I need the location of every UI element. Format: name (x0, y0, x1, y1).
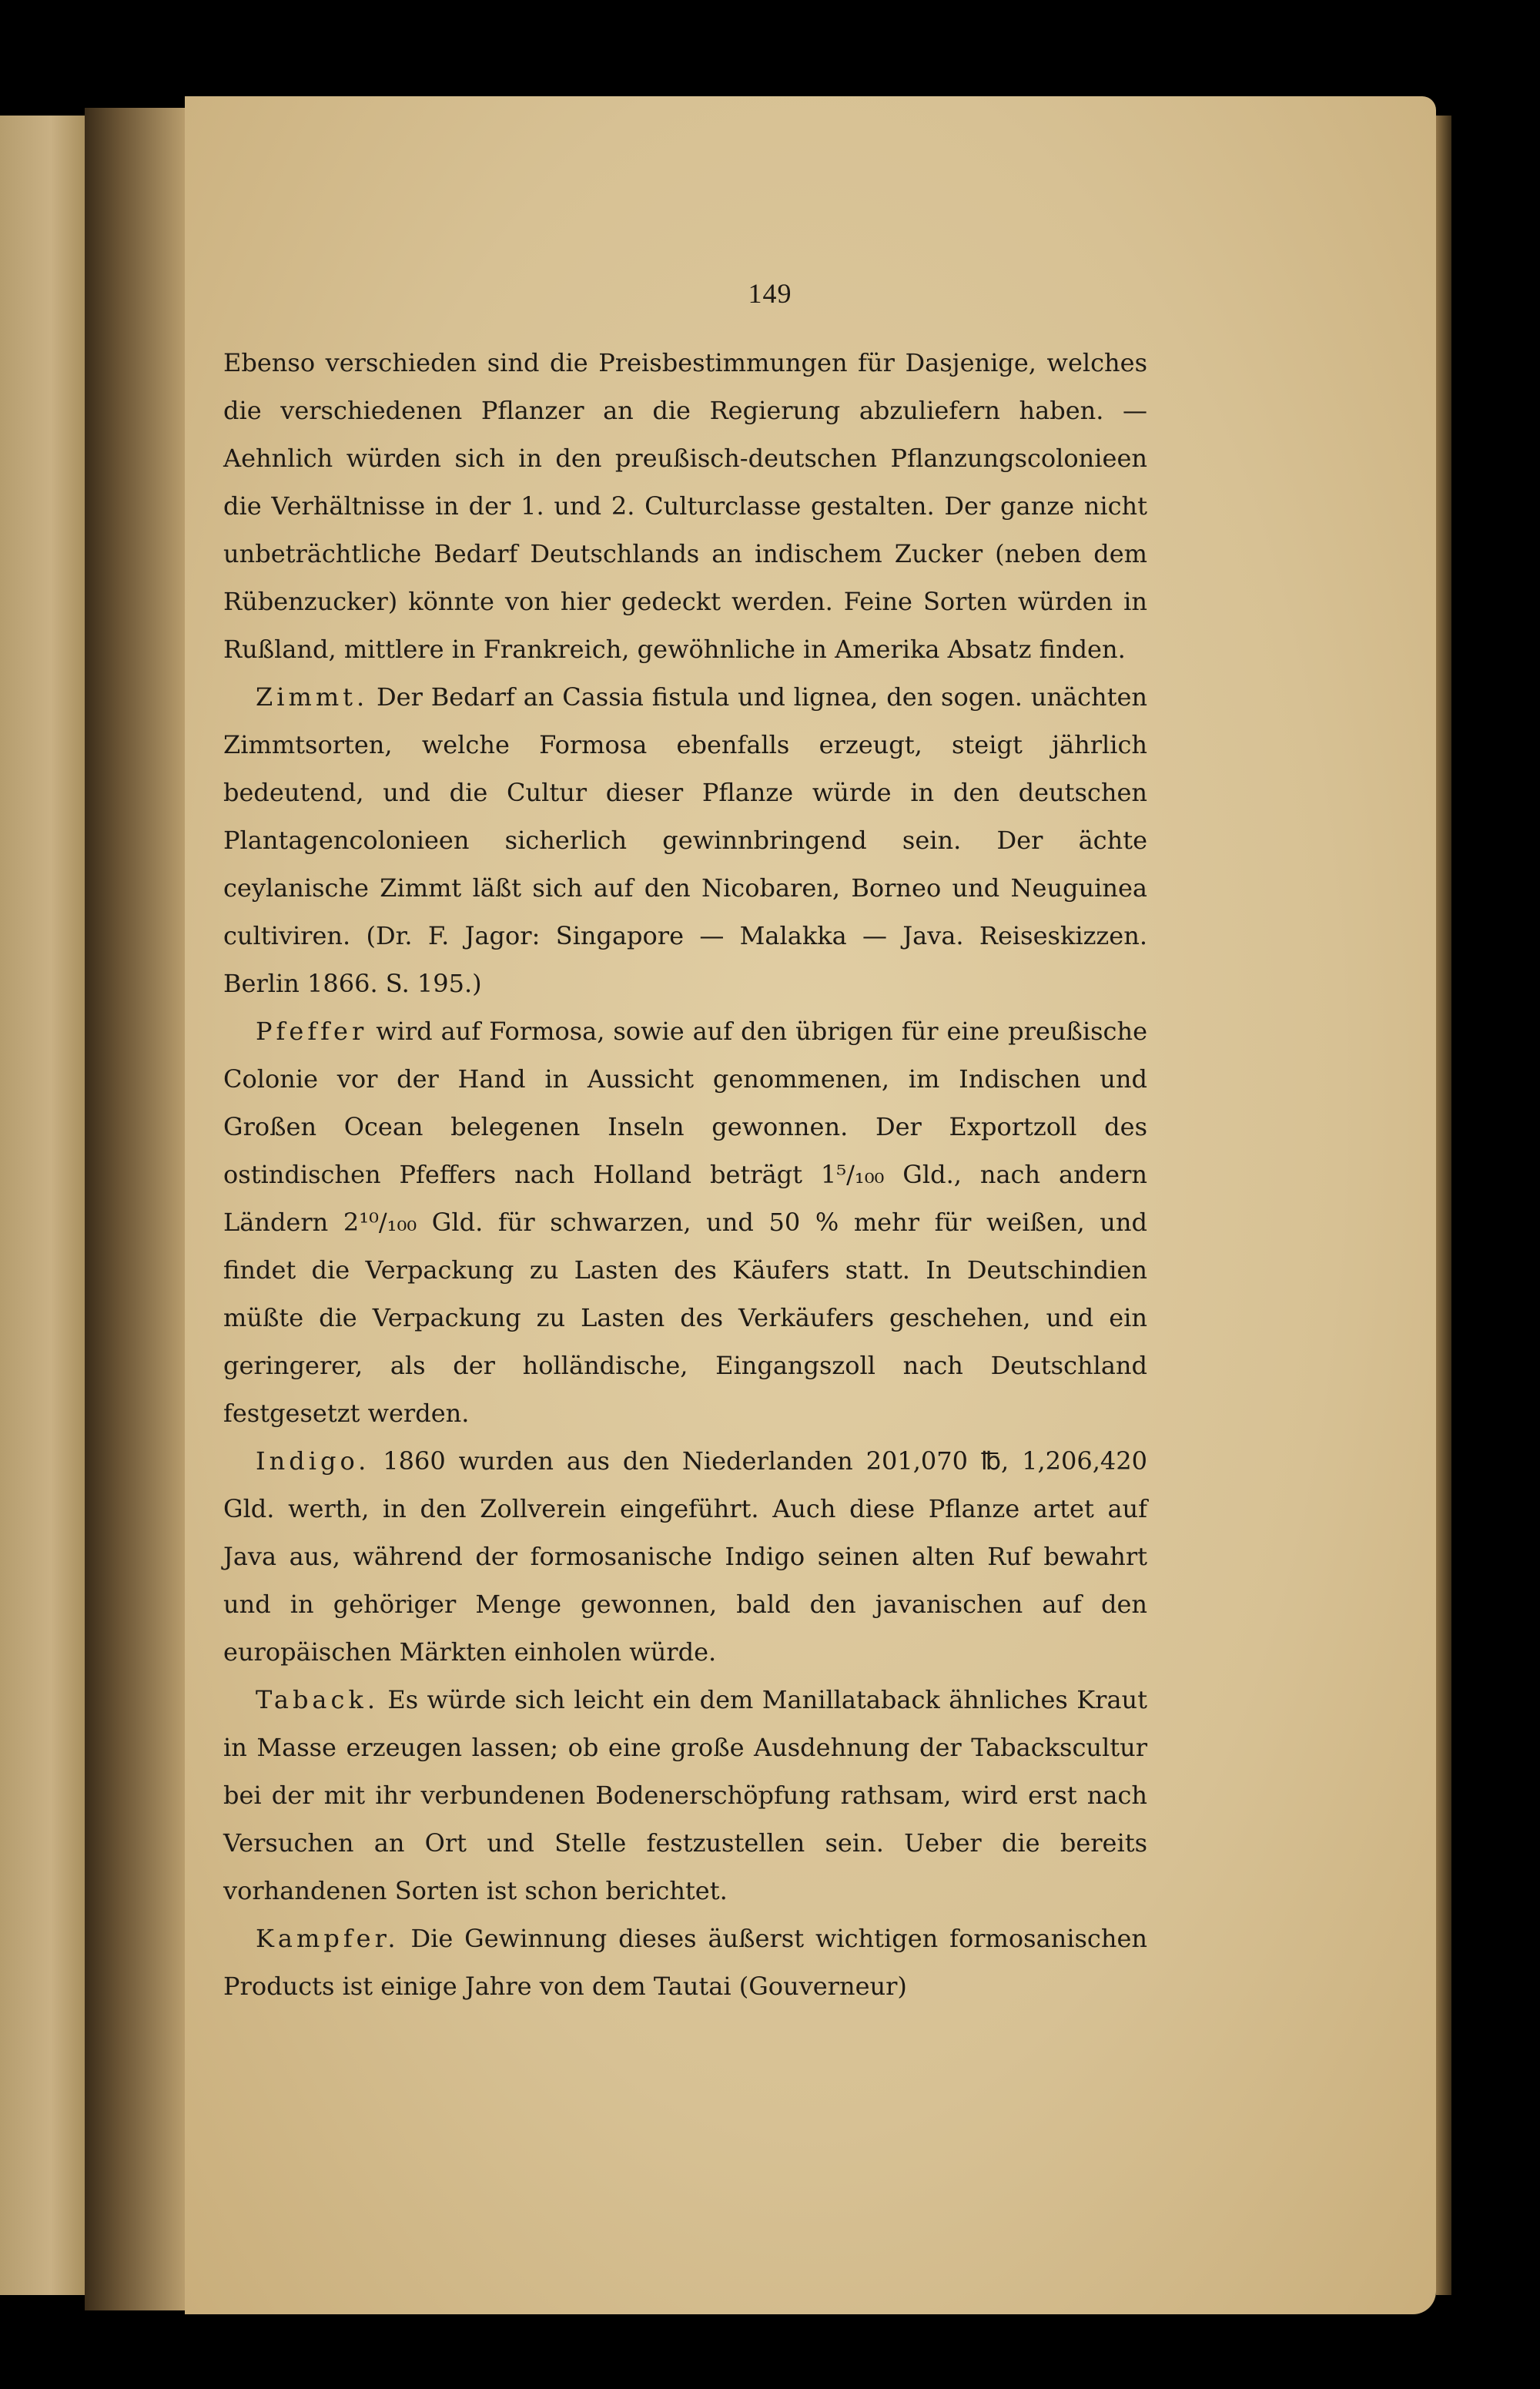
paragraph-tobacco (223, 1676, 1147, 1915)
section-heading-tobacco: Taback. (256, 1685, 379, 1714)
page-number: 149 (748, 278, 792, 309)
body-text (223, 339, 1147, 2010)
paragraph-cinnamon (223, 673, 1147, 1007)
page-edge-shadow (1436, 116, 1451, 2295)
section-heading-cinnamon: Zimmt. (256, 682, 369, 712)
paragraph-text: Ebenso verschieden sind die Preisbestimmungen für Dasjenige, welches die verschiedenen Pflanzer an die Regierung abzuliefern haben. — Aehnlich würden sich in den preußisch-deutschen Pflanzungscolonieen die Verhältnisse in der 1. und 2. Culturclasse gestalten. Der ganze nicht unbeträchtliche Bedarf Deutschlands an indischem Zucker (neben dem Rübenzucker) könnte von hier gedeckt werden. Feine Sorten würden in Rußland, mittlere in Frankreich, gewöhnliche in Amerika Absatz finden. (223, 348, 1147, 664)
section-heading-indigo: Indigo. (256, 1446, 370, 1476)
paragraph-camphor (223, 1915, 1147, 2010)
section-heading-pepper: Pfeffer (256, 1017, 368, 1046)
paragraph-text: Die Gewinnung dieses äußerst wichtigen formosanischen Products ist einige Jahre von dem Tautai (Gouverneur) (223, 1924, 1147, 2001)
paragraph-text: Der Bedarf an Cassia fistula und lignea, den sogen. unächten Zimmtsorten, welche Formosa ebenfalls erzeugt, steigt jährlich bedeutend, und die Cultur dieser Pflanze würde in den deutschen Plantagencolonieen sicherlich gewinnbringend sein. Der ächte ceylanische Zimmt läßt sich auf den Nicobaren, Borneo und Neuguinea cultiviren. (Dr. F. Jagor: Singapore — Malakka — Java. Reiseskizzen. Berlin 1866. S. 195.) (223, 682, 1147, 998)
paragraph-text: 1860 wurden aus den Niederlanden 201,070 ℔, 1,206,420 Gld. werth, in den Zollverein eingeführt. Auch diese Pflanze artet auf Java aus, während der formosanische Indigo seinen alten Ruf bewahrt und in gehöriger Menge gewonnen, bald den javanischen auf den europäischen Märkten einholen würde. (223, 1446, 1147, 1667)
paragraph-text: Es würde sich leicht ein dem Manillataback ähnliches Kraut in Masse erzeugen lassen; ob eine große Ausdehnung der Tabackscultur bei der mit ihr verbundenen Bodenerschöpfung rathsam, wird erst nach Versuchen an Ort und Stelle festzustellen sein. Ueber die bereits vorhandenen Sorten ist schon berichtet. (223, 1685, 1147, 1905)
paragraph-sugar (223, 339, 1147, 673)
book-gutter (85, 108, 185, 2310)
section-heading-camphor: Kampfer. (256, 1924, 400, 1953)
paragraph-text: wird auf Formosa, sowie auf den übrigen für eine preußische Colonie vor der Hand in Aussicht genommenen, im Indischen und Großen Ocean belegenen Inseln gewonnen. Der Exportzoll des ostindischen Pfeffers nach Holland beträgt 1⁵/₁₀₀ Gld., nach andern Ländern 2¹⁰/₁₀₀ Gld. für schwarzen, und 50 % mehr für weißen, und findet die Verpackung zu Lasten des Käufers statt. In Deutschindien müßte die Verpackung zu Lasten des Verkäufers geschehen, und ein geringerer, als der holländische, Eingangszoll nach Deutschland festgesetzt werden. (223, 1017, 1147, 1428)
facing-page-edge (0, 116, 85, 2295)
paragraph-indigo (223, 1437, 1147, 1676)
paragraph-pepper (223, 1007, 1147, 1437)
